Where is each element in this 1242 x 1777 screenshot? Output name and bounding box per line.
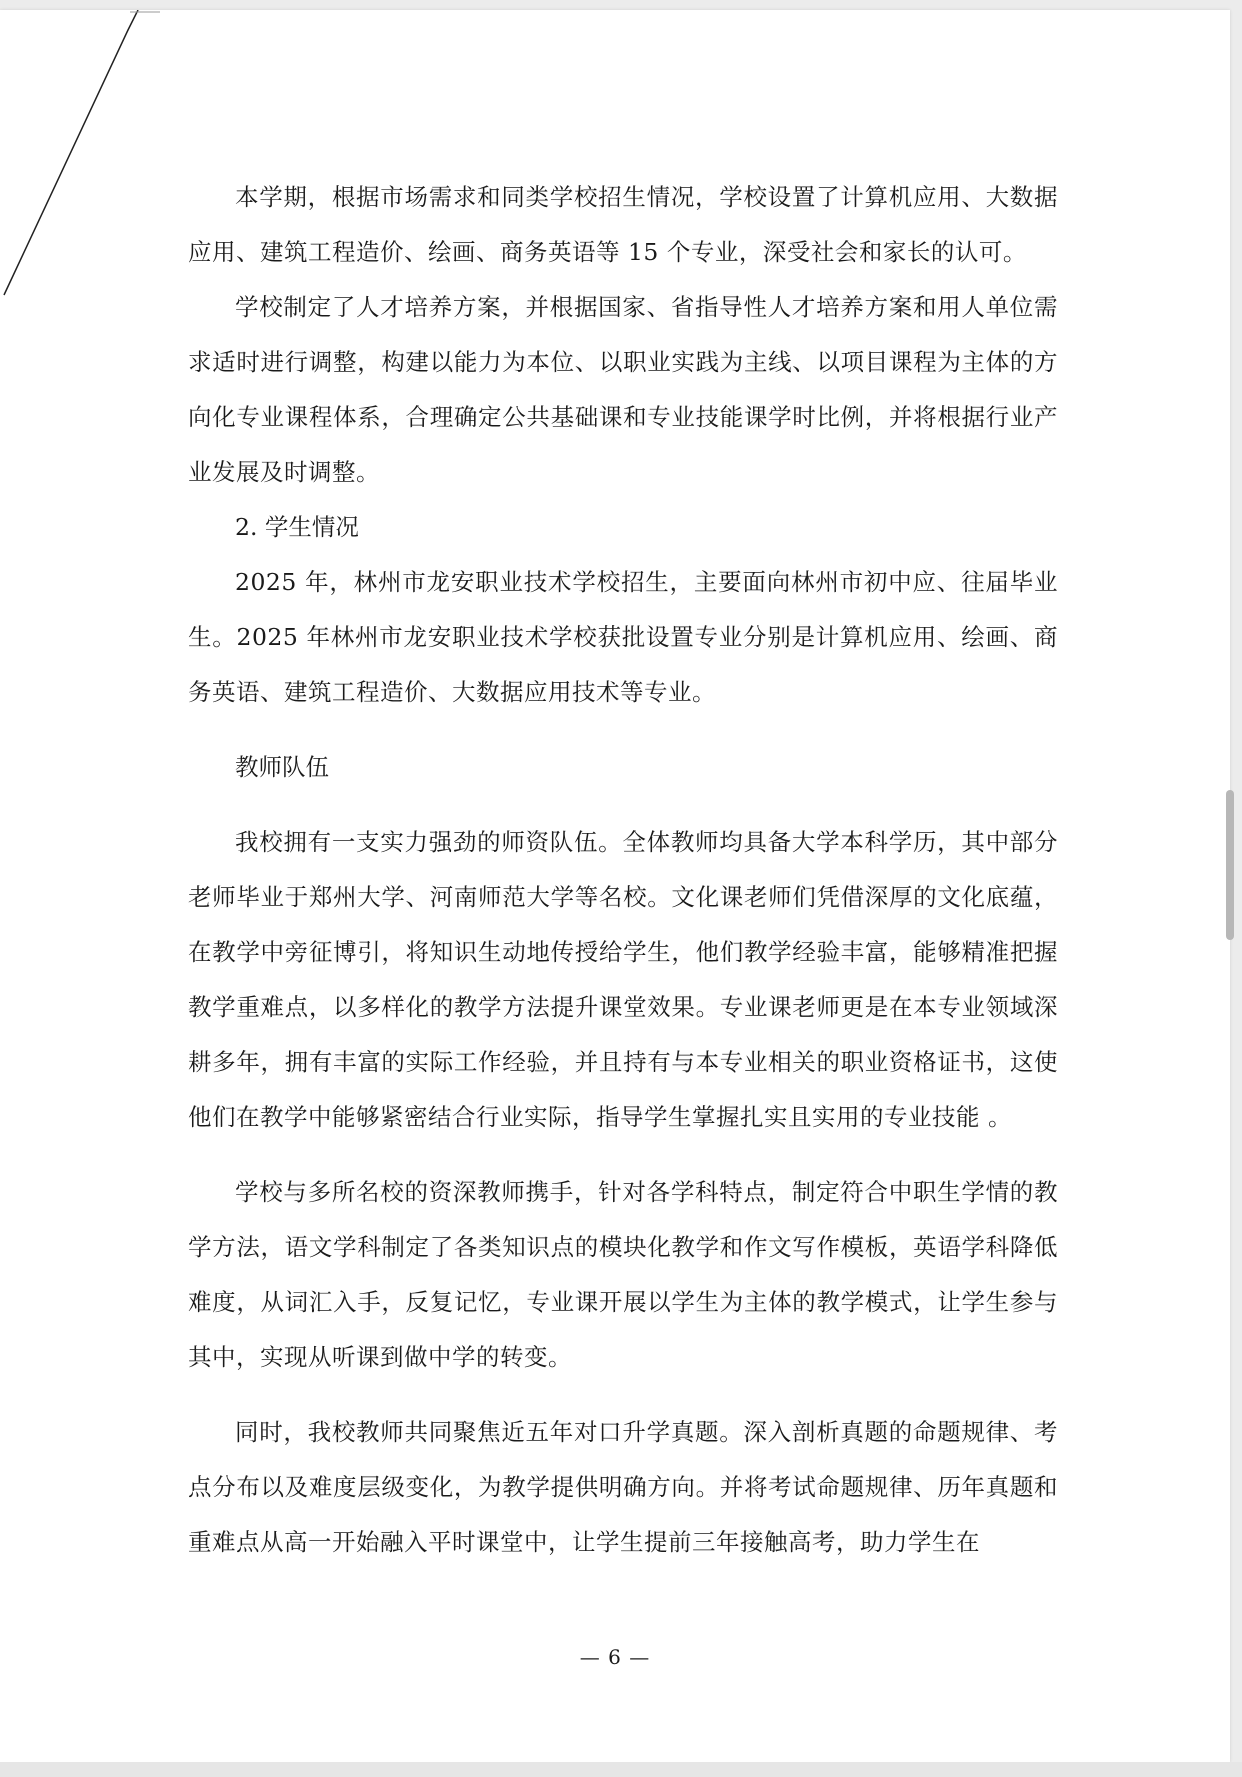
paragraph-teaching-methods: 学校与多所名校的资深教师携手，针对各学科特点，制定符合中职生学情的教学方法，语文学科制定了各类知识点的模块化教学和作文写作模板，英语学科降低难度，从词汇入手，反复记忆，专业课开展以学生为主体的教学模式，让学生参与其中，实现从听课到做中学的转变。	[188, 1178, 1058, 1371]
paragraph-enrollment: 2025 年，林州市龙安职业技术学校招生，主要面向林州市初中应、往届毕业生。2025 年林州市龙安职业技术学校获批设置专业分别是计算机应用、绘画、商务英语、建筑工程造价、大数据应用技术等专业。	[188, 568, 1058, 706]
page-number: — 6 —	[579, 1645, 651, 1669]
viewer-bottom-strip	[0, 1762, 1242, 1777]
vertical-scrollbar[interactable]	[1226, 790, 1234, 940]
paragraph-teacher-quality: 我校拥有一支实力强劲的师资队伍。全体教师均具备大学本科学历，其中部分老师毕业于郑州大学、河南师范大学等名校。文化课老师们凭借深厚的文化底蕴，在教学中旁征博引，将知识生动地传授给学生，他们教学经验丰富，能够精准把握教学重难点，以多样化的教学方法提升课堂效果。专业课老师更是在本专业领域深耕多年，拥有丰富的实际工作经验，并且持有与本专业相关的职业资格证书，这使他们在教学中能够紧密结合行业实际，指导学生掌握扎实且实用的专业技能 。	[188, 828, 1058, 1131]
page-fold-line	[0, 10, 160, 310]
heading-teaching-staff: 教师队伍	[235, 753, 329, 781]
heading-student-situation: 2. 学生情况	[235, 513, 359, 541]
paragraph-majors: 本学期，根据市场需求和同类学校招生情况，学校设置了计算机应用、大数据应用、建筑工程造价、绘画、商务英语等 15 个专业，深受社会和家长的认可。	[188, 183, 1058, 266]
paragraph-training-plan: 学校制定了人才培养方案，并根据国家、省指导性人才培养方案和用人单位需求适时进行调整，构建以能力为本位、以职业实践为主线、以项目课程为主体的方向化专业课程体系，合理确定公共基础课和专业技能课学时比例，并将根据行业产业发展及时调整。	[188, 293, 1058, 486]
document-body	[188, 170, 1058, 1570]
document-page	[0, 10, 1230, 1762]
paragraph-exam-focus: 同时，我校教师共同聚焦近五年对口升学真题。深入剖析真题的命题规律、考点分布以及难度层级变化，为教学提供明确方向。并将考试命题规律、历年真题和重难点从高一开始融入平时课堂中，让学生提前三年接触高考，助力学生在	[188, 1418, 1058, 1556]
